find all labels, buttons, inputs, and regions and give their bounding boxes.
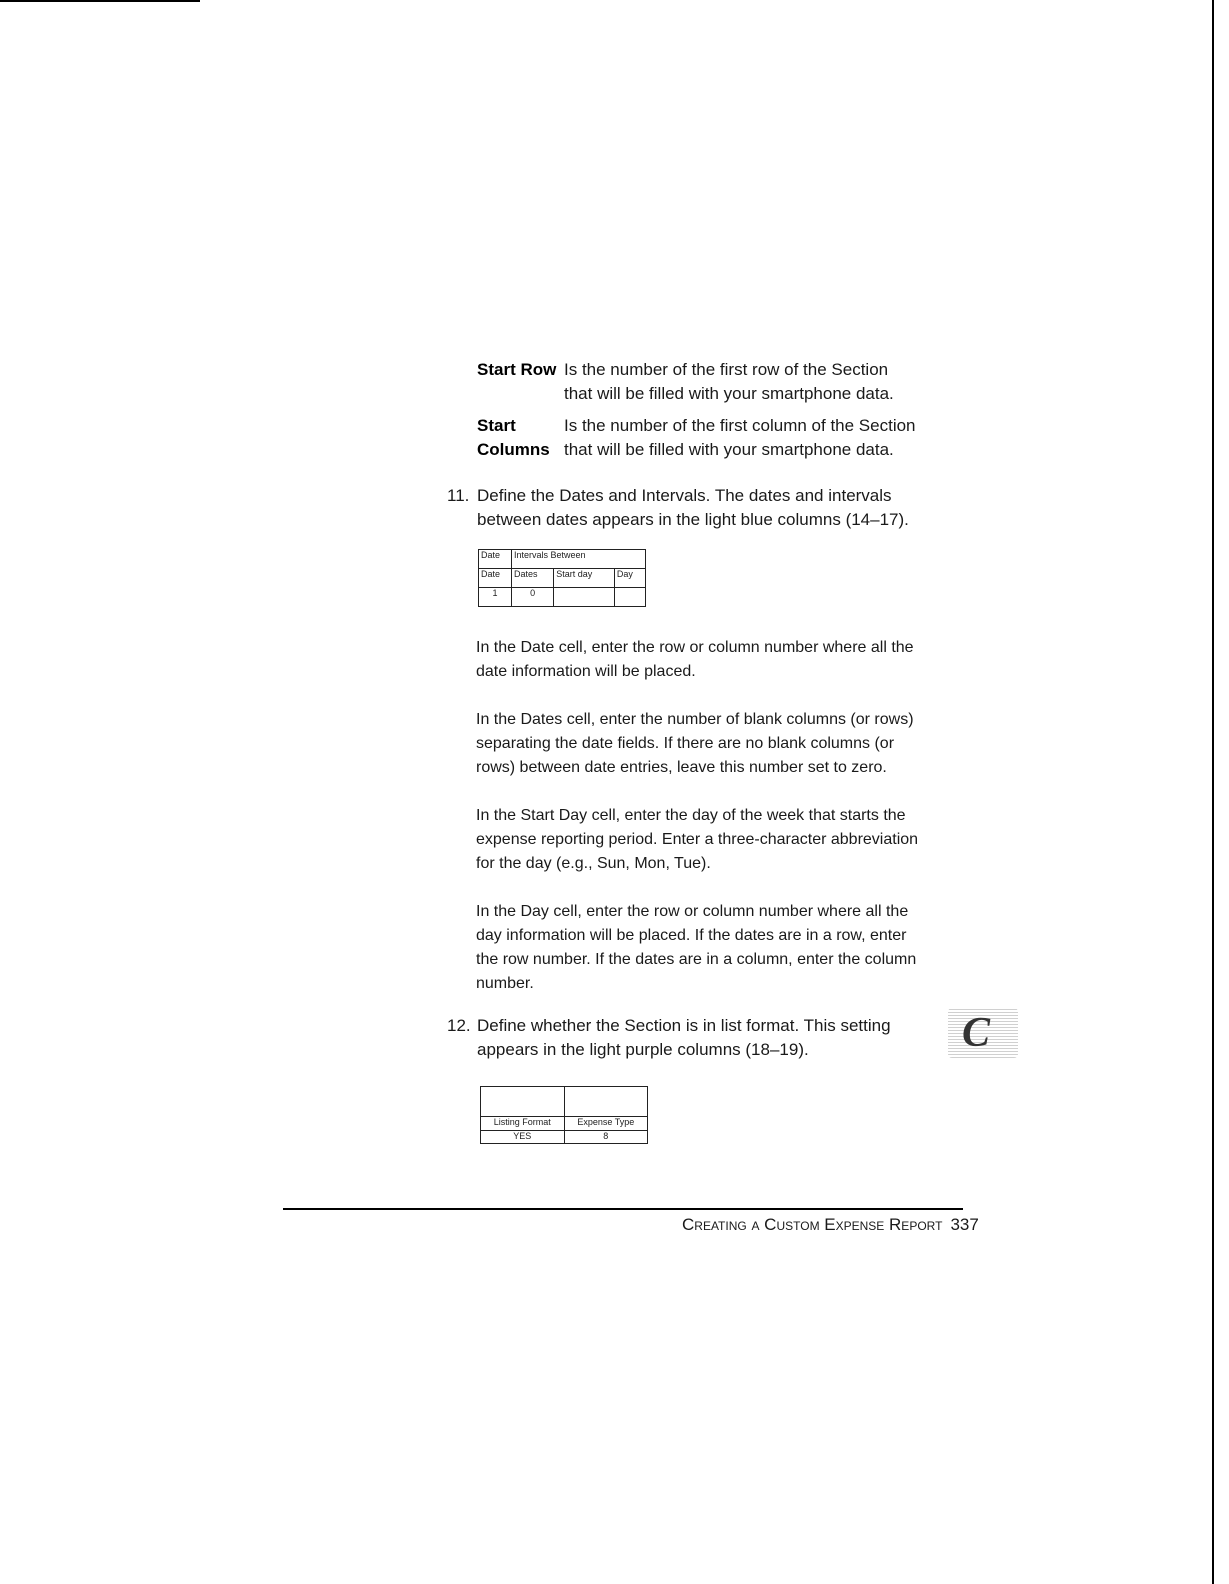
table-cell: 1 — [479, 588, 512, 607]
table-cell: Date — [479, 569, 512, 588]
table-cell — [614, 588, 645, 607]
table-cell — [554, 588, 615, 607]
footer-rule — [283, 1208, 963, 1210]
table-cell: 8 — [564, 1130, 647, 1144]
table-cell — [481, 1087, 565, 1117]
definition-desc: Is the number of the first column of the Section that will be filled with your smartphone data. — [564, 416, 916, 459]
listing-format-table — [480, 1086, 648, 1144]
table-cell: 0 — [512, 588, 554, 607]
step-text-line1: Define whether the Section is in list format. This setting — [477, 1016, 891, 1035]
definition-start-row — [477, 358, 917, 406]
paragraph-date-cell: In the Date cell, enter the row or column number where all the date information will be placed. — [476, 639, 914, 680]
step-12 — [447, 1014, 927, 1062]
table-header-cell: Listing Format — [481, 1117, 565, 1131]
step-11 — [447, 484, 927, 532]
table-cell: YES — [481, 1130, 565, 1144]
appendix-tab-letter: C — [962, 1010, 991, 1056]
table-cell: Start day — [554, 569, 615, 588]
table-cell: Day — [614, 569, 645, 588]
running-footer — [682, 1214, 979, 1236]
step-text-line2: appears in the light purple columns (18–19). — [477, 1040, 809, 1059]
definition-start-columns — [477, 414, 917, 462]
definition-term: Start Row — [477, 360, 557, 379]
step-number: 12. — [447, 1016, 471, 1035]
table-cell — [564, 1087, 647, 1117]
right-edge-rule — [1212, 0, 1214, 1584]
dates-intervals-table — [478, 549, 646, 607]
step-number: 11. — [447, 486, 470, 505]
table-cell: Dates — [512, 569, 554, 588]
paragraph-dates-cell: In the Dates cell, enter the number of blank columns (or rows) separating the date fields. If there are no blank columns (or rows) between date entries, leave this number set to zero. — [476, 711, 914, 776]
appendix-tab-marker — [948, 1008, 1018, 1058]
definition-term: Start Columns — [477, 416, 550, 459]
table-header-cell: Expense Type — [564, 1117, 647, 1131]
definition-desc: Is the number of the first row of the Section that will be filled with your smartphone data. — [564, 360, 894, 403]
top-edge-rule — [0, 0, 200, 2]
footer-title: Creating a Custom Expense Report — [682, 1215, 943, 1234]
step-text-line2: between dates appears in the light blue columns (14–17). — [477, 510, 909, 529]
step-text-line1: Define the Dates and Intervals. The dates and intervals — [477, 486, 892, 505]
table-cell: Intervals Between — [512, 550, 646, 569]
paragraph-day-cell: In the Day cell, enter the row or column number where all the day information will be placed. If the dates are in a row, enter the row number. If the dates are in a column, enter the column number. — [476, 903, 917, 992]
table-cell: Date — [479, 550, 512, 569]
paragraph-start-day-cell: In the Start Day cell, enter the day of the week that starts the expense reporting period. Enter a three-character abbreviation for the day (e.g., Sun, Mon, Tue). — [476, 807, 919, 872]
page-number: 337 — [950, 1215, 979, 1234]
